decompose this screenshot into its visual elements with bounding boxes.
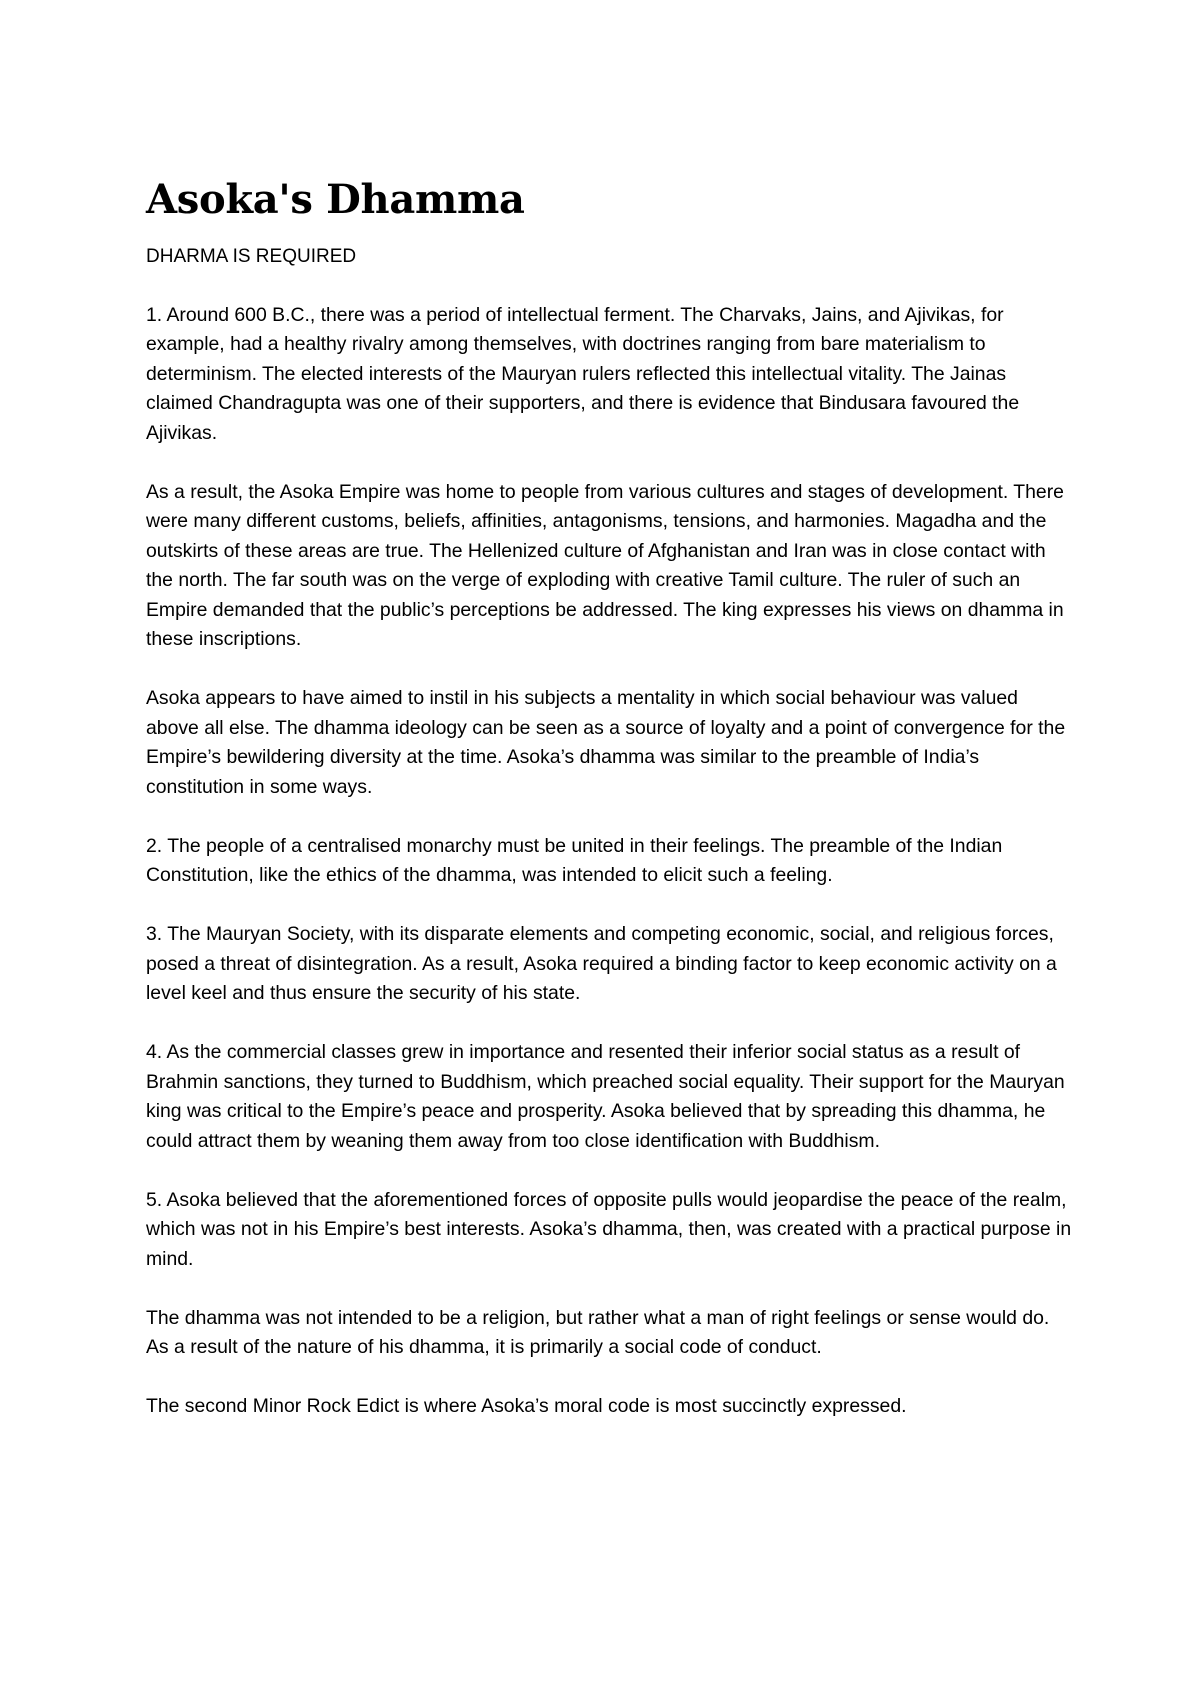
paragraph-2: As a result, the Asoka Empire was home to people from various cultures and stages of development. There were many different customs, beliefs, affinities, antagonisms, tensions, and harmonies. Magadha and the outskirts of these areas are true. The Hellenized culture of Afghanistan and Iran was in close contact with the north. The far south was on the verge of exploding with creative Tamil culture. The ruler of such an Empire demanded that the public’s perceptions be addressed. The king expresses his views on dhamma in these inscriptions. [146,480,1064,650]
paragraph-5: 3. The Mauryan Society, with its disparate elements and competing economic, social, and religious forces, posed a threat of disintegration. As a result, Asoka required a binding factor to keep economic activity on a level keel and thus ensure the security of his state. [146,923,1057,1004]
paragraph-9: The second Minor Rock Edict is where Asoka’s moral code is most succinctly expressed. [146,1395,907,1417]
paragraph-3: Asoka appears to have aimed to instil in his subjects a mentality in which social behaviour was valued above all else. The dhamma ideology can be seen as a source of loyalty and a point of convergence for the Empire’s bewildering diversity at the time. Asoka’s dhamma was similar to the preamble of India’s constitution in some ways. [146,687,1066,798]
paragraph-4: 2. The people of a centralised monarchy must be united in their feelings. The preamble of the Indian Constitution, like the ethics of the dhamma, was intended to elicit such a feeling. [146,834,1003,886]
document-body [146,176,1076,1451]
paragraph-6: 4. As the commercial classes grew in importance and resented their inferior social status as a result of Brahmin sanctions, they turned to Buddhism, which preached social equality. Their support for the Mauryan king was critical to the Empire’s peace and prosperity. Asoka believed that by spreading this dhamma, he could attract them by weaning them away from too close identification with Buddhism. [146,1041,1065,1152]
paragraph-1: 1. Around 600 B.C., there was a period of intellectual ferment. The Charvaks, Jains, and Ajivikas, for example, had a healthy rivalry among themselves, with doctrines ranging from bare materialism to determinism. The elected interests of the Mauryan rulers reflected this intellectual vitality. The Jainas claimed Chandragupta was one of their supporters, and there is evidence that Bindusara favoured the Ajivikas. [146,303,1020,444]
paragraph-8: The dhamma was not intended to be a religion, but rather what a man of right feelings or sense would do. As a result of the nature of his dhamma, it is primarily a social code of conduct. [146,1306,1050,1358]
paragraph-7: 5. Asoka believed that the aforementioned forces of opposite pulls would jeopardise the peace of the realm, which was not in his Empire’s best interests. Asoka’s dhamma, then, was created with a practical purpose in mind. [146,1188,1072,1270]
document-title: Asoka's Dhamma [146,176,525,223]
section-heading: DHARMA IS REQUIRED [146,246,357,267]
